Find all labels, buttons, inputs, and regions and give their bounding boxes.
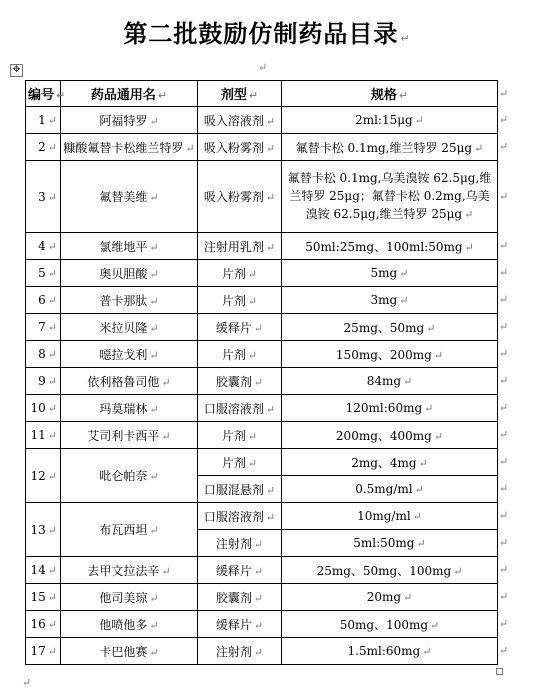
drug-name: 卡巴他赛 ↵ [61, 638, 198, 665]
dosage-form: 注射用乳剂 ↵ [198, 233, 282, 260]
row-end-mark-icon: ↵ [499, 590, 509, 603]
row-number: 11 ↵ [26, 422, 61, 449]
row-end-mark-icon: ↵ [499, 320, 509, 333]
specification: 5ml:50mg ↵ [282, 530, 498, 557]
row-end-mark-icon: ↵ [499, 189, 509, 203]
table-row [26, 395, 498, 422]
table-move-handle-icon[interactable]: ✥ [10, 64, 23, 77]
dosage-form: 片剂 ↵ [198, 260, 282, 287]
specification: 84mg ↵ [282, 368, 498, 395]
table-header-row [26, 81, 498, 107]
row-end-mark-icon: ↵ [499, 113, 509, 126]
row-end-mark-icon: ↵ [499, 482, 509, 495]
row-end-mark-icon: ↵ [499, 455, 509, 468]
page-title [0, 14, 534, 49]
table-row [26, 287, 498, 314]
drug-name: 玛莫瑞林 ↵ [61, 395, 198, 422]
header-dosage-form: 剂型 ↵ [198, 81, 282, 107]
row-number: 3 ↵ [26, 161, 61, 233]
table-row [26, 638, 498, 665]
dosage-form: 片剂 ↵ [198, 287, 282, 314]
table-row [26, 557, 498, 584]
specification: 200mg、400mg ↵ [282, 422, 498, 449]
table-row [26, 449, 498, 476]
row-number: 6 ↵ [26, 287, 61, 314]
row-number: 1 ↵ [26, 107, 61, 134]
specification: 20mg ↵ [282, 584, 498, 611]
table-resize-handle[interactable] [496, 668, 503, 675]
drug-name: 氯维地平 ↵ [61, 233, 198, 260]
paragraph-mark-icon: ↵ [22, 676, 32, 689]
table-row [26, 107, 498, 134]
drug-name: 糠酸氟替卡松维兰特罗 ↵ [61, 134, 198, 161]
row-number: 14 ↵ [26, 557, 61, 584]
row-number: 8 ↵ [26, 341, 61, 368]
drug-name: 米拉贝隆 ↵ [61, 314, 198, 341]
dosage-form: 吸入粉雾剂 ↵ [198, 161, 282, 233]
table-row [26, 503, 498, 530]
drug-name: 噁拉戈利 ↵ [61, 341, 198, 368]
specification: 50ml:25mg、100ml:50mg ↵ [282, 233, 498, 260]
row-end-mark-icon: ↵ [499, 374, 509, 387]
table-row [26, 341, 498, 368]
drug-name: 依利格鲁司他 ↵ [61, 368, 198, 395]
row-end-mark-icon: ↵ [499, 401, 509, 414]
row-number: 17 ↵ [26, 638, 61, 665]
row-end-mark-icon: ↵ [499, 617, 509, 630]
dosage-form: 缓释片 ↵ [198, 611, 282, 638]
specification: 50mg、100mg ↵ [282, 611, 498, 638]
dosage-form: 胶囊剂 ↵ [198, 368, 282, 395]
table-row [26, 314, 498, 341]
row-number: 2 ↵ [26, 134, 61, 161]
drug-name: 去甲文拉法辛 ↵ [61, 557, 198, 584]
specification: 3mg ↵ [282, 287, 498, 314]
table-row [26, 584, 498, 611]
specification: 25mg、50mg、100mg ↵ [282, 557, 498, 584]
table-row [26, 260, 498, 287]
row-number: 10 ↵ [26, 395, 61, 422]
dosage-form: 吸入粉雾剂 ↵ [198, 134, 282, 161]
row-end-mark-icon: ↵ [499, 239, 509, 252]
drug-name: 阿福特罗 ↵ [61, 107, 198, 134]
specification: 5mg ↵ [282, 260, 498, 287]
row-number: 12 ↵ [26, 449, 61, 503]
drug-name: 氟替美维 ↵ [61, 161, 198, 233]
drug-catalog-table [25, 80, 498, 665]
table-row [26, 161, 498, 233]
dosage-form: 口服溶液剂 ↵ [198, 395, 282, 422]
row-end-mark-icon: ↵ [499, 140, 509, 153]
drug-name: 普卡那肽 ↵ [61, 287, 198, 314]
dosage-form: 片剂 ↵ [198, 341, 282, 368]
drug-name: 奥贝胆酸 ↵ [61, 260, 198, 287]
row-number: 7 ↵ [26, 314, 61, 341]
header-generic-name: 药品通用名 ↵ [61, 81, 198, 107]
specification: 2ml:15μg ↵ [282, 107, 498, 134]
dosage-form: 口服混悬剂 ↵ [198, 476, 282, 503]
table-row [26, 233, 498, 260]
row-number: 15 ↵ [26, 584, 61, 611]
specification: 1.5ml:60mg ↵ [282, 638, 498, 665]
specification: 氟替卡松 0.1mg,乌美溴铵 62.5μg,维兰特罗 25μg；氟替卡松 0.2mg,乌美溴铵 62.5μg,维兰特罗 25μg ↵ [282, 161, 498, 233]
row-number: 4 ↵ [26, 233, 61, 260]
header-specification: 规格 ↵ [282, 81, 498, 107]
row-end-mark-icon: ↵ [499, 644, 509, 657]
dosage-form: 片剂 ↵ [198, 422, 282, 449]
paragraph-mark-icon: ↵ [258, 61, 268, 74]
dosage-form: 胶囊剂 ↵ [198, 584, 282, 611]
table-row [26, 368, 498, 395]
row-number: 13 ↵ [26, 503, 61, 557]
specification: 150mg、200mg ↵ [282, 341, 498, 368]
dosage-form: 缓释片 ↵ [198, 557, 282, 584]
drug-name: 艾司利卡西平 ↵ [61, 422, 198, 449]
specification: 2mg、4mg ↵ [282, 449, 498, 476]
dosage-form: 注射剂 ↵ [198, 638, 282, 665]
dosage-form: 注射剂 ↵ [198, 530, 282, 557]
drug-name: 布瓦西坦 ↵ [61, 503, 198, 557]
table-row [26, 422, 498, 449]
row-end-mark-icon: ↵ [499, 563, 509, 576]
row-number: 16 ↵ [26, 611, 61, 638]
specification: 25mg、50mg ↵ [282, 314, 498, 341]
specification: 120ml:60mg ↵ [282, 395, 498, 422]
dosage-form: 缓释片 ↵ [198, 314, 282, 341]
row-number: 5 ↵ [26, 260, 61, 287]
specification: 0.5mg/ml ↵ [282, 476, 498, 503]
drug-name: 他司美琼 ↵ [61, 584, 198, 611]
table-row [26, 134, 498, 161]
row-end-mark-icon: ↵ [499, 347, 509, 360]
row-end-mark-icon: ↵ [499, 266, 509, 279]
title-text: 第二批鼓励仿制药品目录 [123, 20, 399, 48]
dosage-form: 吸入溶液剂 ↵ [198, 107, 282, 134]
table-row [26, 611, 498, 638]
row-end-mark-icon: ↵ [499, 428, 509, 441]
paragraph-mark-icon: ↵ [400, 32, 411, 45]
row-end-mark-icon: ↵ [499, 86, 509, 100]
specification: 10mg/ml ↵ [282, 503, 498, 530]
row-number: 9 ↵ [26, 368, 61, 395]
row-end-mark-icon: ↵ [499, 536, 509, 549]
header-number: 编号 ↵ [26, 81, 61, 107]
dosage-form: 片剂 ↵ [198, 449, 282, 476]
specification: 氟替卡松 0.1mg,维兰特罗 25μg ↵ [282, 134, 498, 161]
drug-name: 他喷他多 ↵ [61, 611, 198, 638]
row-end-mark-icon: ↵ [499, 293, 509, 306]
row-end-mark-icon: ↵ [499, 509, 509, 522]
dosage-form: 口服溶液剂 ↵ [198, 503, 282, 530]
drug-name: 吡仑帕奈 ↵ [61, 449, 198, 503]
